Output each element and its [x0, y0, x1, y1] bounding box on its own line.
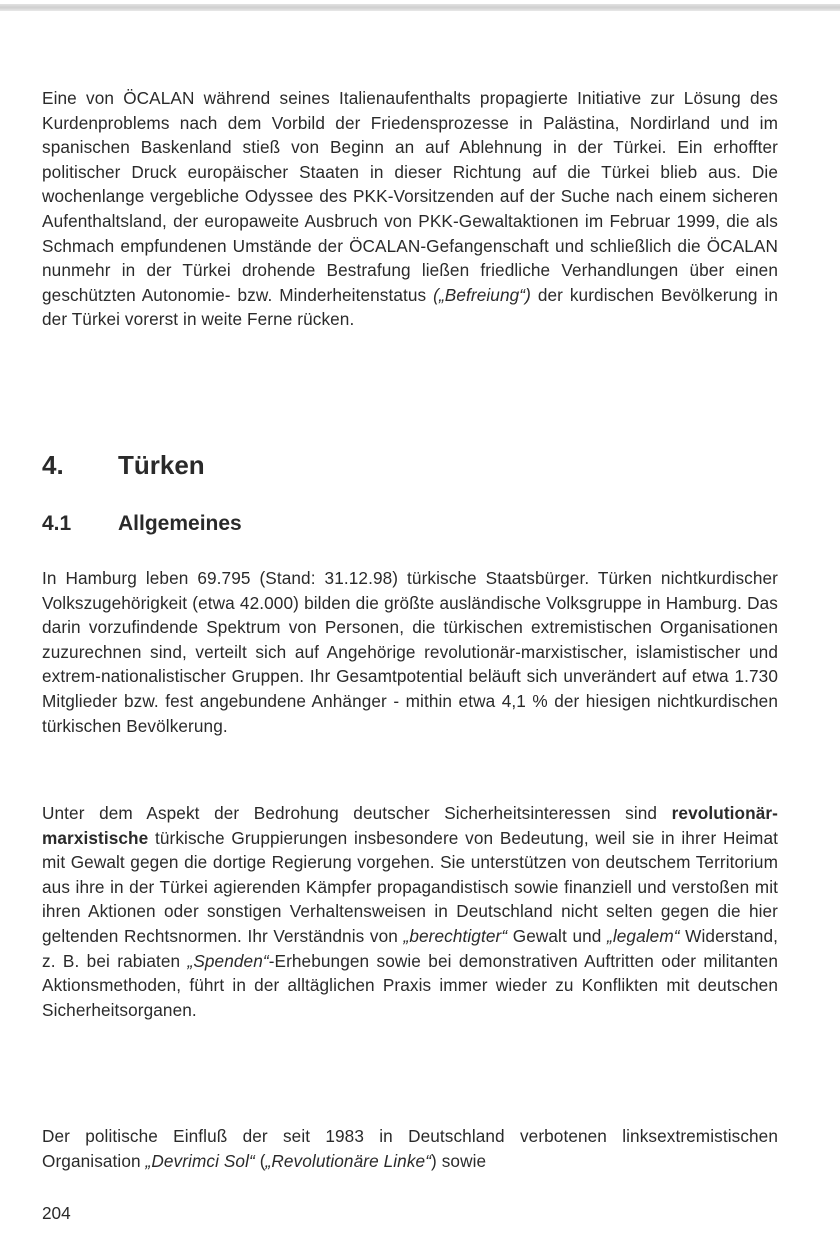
p3-text-a: Unter dem Aspekt der Bedrohung deutscher Sicherheitsinteressen sind [42, 803, 672, 823]
paragraph-devrimci-sol [42, 1124, 778, 1173]
p3-text-e: -Erhebungen sowie bei demonstrativen Auftritten oder militanten Aktionsmethoden, führt in der alltäglichen Praxis immer wieder zu Konflikten mit deutschen Sicherheitsorganen. [42, 950, 778, 1020]
chapter-number: 4. [42, 450, 64, 480]
chapter-title: Türken [118, 450, 205, 480]
top-scan-rule [0, 4, 840, 11]
p3-italic-spenden: „Spenden“ [187, 950, 269, 971]
p4-italic-revolutionaere-linke: „Revolutionäre Linke“ [265, 1150, 432, 1171]
p4-text-b: ( [254, 1150, 266, 1171]
p3-text-b: türkische Gruppierungen insbesondere von Bedeutung, weil sie in ihrer Heimat mit Gewalt gegen die dortige Regierung vorgehen. Sie unterstützen von deutschem Territorium aus ihre in der Türkei agierenden Kämpfer propagandistisch sowie finanziell und verstoßen mit ihren Aktionen oder sonstigen Verhaltensweisen in Deutschland nicht selten gegen die hier geltenden Rechtsnormen. Ihr Verständnis von [42, 827, 778, 946]
chapter-heading [42, 450, 778, 481]
p1-italic-befreiung: („Befreiung“) [433, 284, 531, 305]
page-number: 204 [42, 1203, 71, 1223]
p4-text-c: ) sowie [431, 1150, 487, 1171]
p3-italic-legalem: „legalem“ [607, 925, 680, 946]
paragraph-security [42, 801, 778, 1022]
p4-italic-devrimci-sol: „Devrimci Sol“ [145, 1150, 255, 1171]
p1-text-b: der kurdischen Bevölkerung in der Türkei vorerst in weite Ferne rücken. [42, 284, 778, 330]
section-number: 4.1 [42, 512, 72, 535]
p3-bold-term: revolutionär-marxistische [42, 803, 778, 848]
paragraph-intro [42, 86, 778, 332]
paragraph-statistics: In Hamburg leben 69.795 (Stand: 31.12.98) türkische Staatsbürger. Türken nichtkurdischer Volkszugehörigkeit (etwa 42.000) bilden die größte ausländische Volksgruppe in Hamburg. Das darin vorzufindende Spektrum von Personen, die türkischen extremistischen Organisationen zuzurechnen sind, verteilt sich auf Angehörige revolutionär-marxistischer, islamistischer und extrem-nationalistischer Gruppen. Ihr Gesamtpotential beläuft sich unverändert auf etwa 1.730 Mitglieder bzw. fest angebundene Anhänger - mithin etwa 4,1 % der hiesigen nichtkurdischen türkischen Bevölkerung. [42, 568, 778, 736]
p3-text-c: Gewalt und [507, 925, 608, 946]
section-heading [42, 512, 778, 536]
p3-italic-berechtigter: „berechtigter“ [403, 925, 508, 946]
p1-text-a: Eine von ÖCALAN während seines Italienaufenthalts propagierte Initiative zur Lösung des Kurdenproblems nach dem Vorbild der Friedensprozesse in Palästina, Nordirland und im spanischen Baskenland stieß von Beginn an auf Ablehnung in der Türkei. Ein erhoffter politischer Druck europäischer Staaten in dieser Richtung auf die Türkei blieb aus. Die wochenlange vergebliche Odyssee des PKK-Vorsitzenden auf der Suche nach einem sicheren Aufenthaltsland, der europaweite Ausbruch von PKK-Gewaltaktionen im Februar 1999, die als Schmach empfundenen Umstände der ÖCALAN-Gefangenschaft und schließlich die ÖCALAN nunmehr in der Türkei drohende Bestrafung ließen friedliche Verhandlungen über einen geschützten Autonomie- bzw. Minderheitenstatus [42, 88, 778, 305]
p3-text-d: Widerstand, z. B. bei rabiaten [42, 925, 778, 971]
section-title: Allgemeines [118, 512, 242, 535]
p4-text-a: Der politische Einfluß der seit 1983 in Deutschland verbotenen linksextremistischen Organisation [42, 1126, 778, 1171]
